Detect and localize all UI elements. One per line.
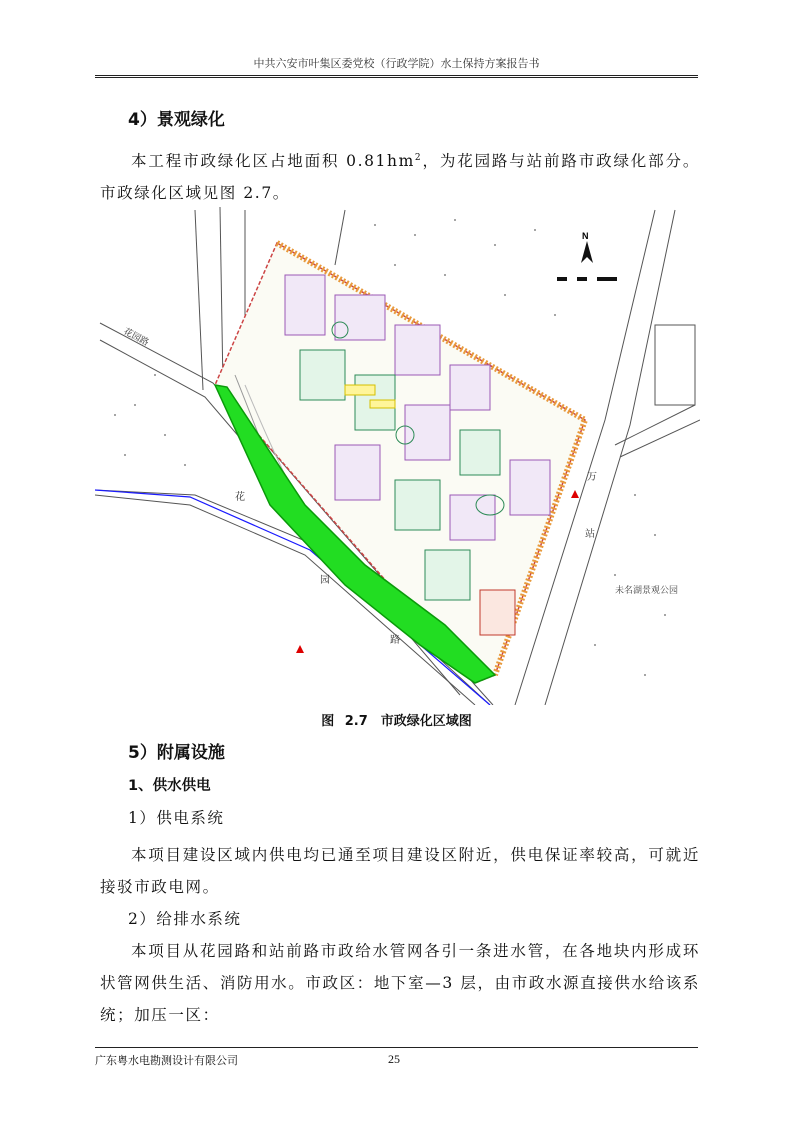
subsection-water-power: 1、供水供电 [128,778,211,794]
municipal-greening-map [95,205,700,705]
landscape-text-b: ，为花园路与站前路市政绿化部分。市政绿化区域见图 2.7。 [100,152,700,203]
running-header: 中共六安市叶集区委党校（行政学院）水土保持方案报告书 [253,57,540,70]
area-unit-superscript: 2 [414,153,423,163]
park-label: 未名湖景观公园 [615,586,679,596]
road-label-zhan: 站 [585,529,595,540]
section-heading-landscape: 4）景观绿化 [128,110,225,130]
landscape-paragraph [100,142,700,209]
footer-rule [95,1047,698,1048]
power-paragraph: 本项目建设区域内供电均已通至项目建设区附近，供电保证率较高，可就近接驳市政电网。 [100,846,700,896]
water-paragraph: 本项目从花园路和站前路市政给水管网各引一条进水管，在各地块内形成环状管网供生活、消防用水。市政区：地下室—3 层，由市政水源直接供水给该系统；加压一区： [100,942,700,1024]
road-label-fang: 万 [587,472,597,483]
north-label: N [582,231,589,241]
road-label-yuan: 园 [320,575,330,586]
road-label-huayuan: 花园路 [121,326,151,349]
landscape-text-a: 本工程市政绿化区占地面积 0.81hm [131,152,415,171]
road-label-lu: 路 [390,635,400,646]
footer-company: 广东粤水电勘测设计有限公司 [95,1054,238,1067]
header-rule [95,75,698,78]
road-label-hua: 花 [235,492,245,503]
item-water-system: 2）给排水系统 [128,910,242,928]
page-number: 25 [388,1052,400,1066]
item-power-system: 1）供电系统 [128,809,225,827]
section-heading-facilities: 5）附属设施 [128,743,225,763]
figure-caption: 图 2.7 市政绿化区域图 [321,714,472,729]
